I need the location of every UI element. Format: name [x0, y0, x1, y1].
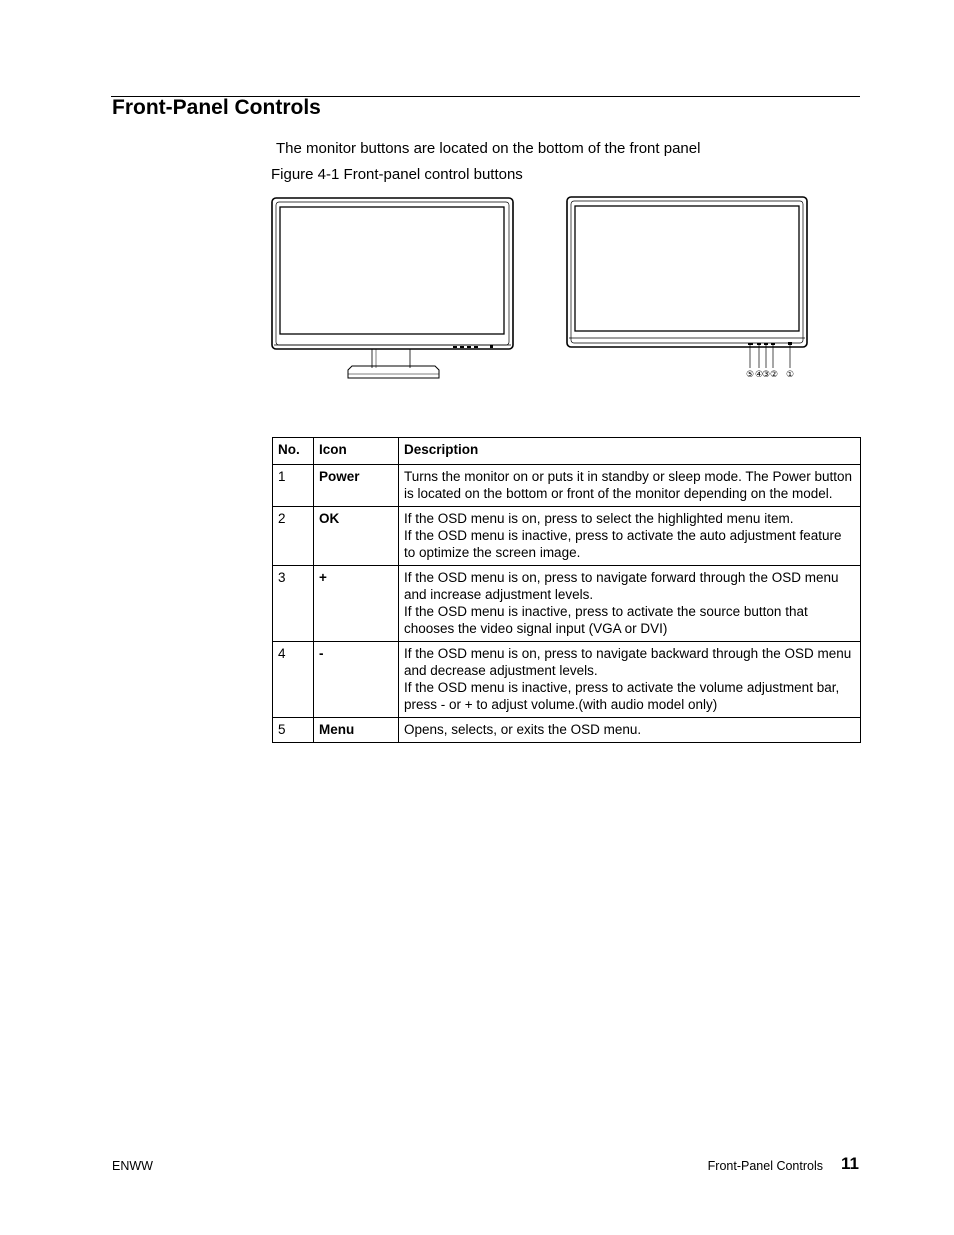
footer-doc-code: ENWW [112, 1159, 153, 1173]
table-row [273, 566, 861, 642]
page-number: 11 [841, 1154, 859, 1173]
table-row [273, 642, 861, 718]
row-number: 3 [273, 566, 314, 642]
row-icon: OK [314, 507, 399, 566]
table-header-row [273, 438, 861, 465]
header-description: Description [399, 438, 861, 465]
monitor-with-stand-illustration [272, 198, 513, 378]
row-number: 2 [273, 507, 314, 566]
description-line: If the OSD menu is inactive, press to activate the auto adjustment feature to optimize the screen image. [404, 528, 842, 560]
table-row [273, 718, 861, 743]
table-row [273, 465, 861, 507]
description-line: If the OSD menu is on, press to navigate forward through the OSD menu and increase adjustment levels. [404, 570, 839, 602]
row-description [399, 718, 861, 743]
page-title: Front-Panel Controls [112, 96, 321, 119]
row-description [399, 507, 861, 566]
table-row [273, 507, 861, 566]
header-icon: Icon [314, 438, 399, 465]
row-number: 1 [273, 465, 314, 507]
description-line: If the OSD menu is inactive, press to activate the source button that chooses the video signal input (VGA or DVI) [404, 604, 808, 636]
front-monitor-buttons [748, 342, 792, 345]
description-line: If the OSD menu is inactive, press to activate the volume adjustment bar, press - or + to adjust volume.(with audio model only) [404, 680, 840, 712]
monitor-front-illustration [567, 197, 807, 347]
intro-paragraph: The monitor buttons are located on the bottom of the front panel [276, 140, 701, 157]
row-icon: - [314, 642, 399, 718]
row-icon: Menu [314, 718, 399, 743]
row-icon: + [314, 566, 399, 642]
row-description [399, 465, 861, 507]
description-line: Opens, selects, or exits the OSD menu. [404, 722, 642, 737]
controls-table [272, 437, 861, 743]
header-no: No. [273, 438, 314, 465]
callout-2-label: ② [769, 370, 779, 380]
callout-4-label: ④ [754, 370, 764, 380]
figure-caption: Figure 4-1 Front-panel control buttons [271, 166, 523, 183]
row-number: 5 [273, 718, 314, 743]
row-icon: Power [314, 465, 399, 507]
footer-section-title: Front-Panel Controls [707, 1159, 823, 1173]
stand-monitor-buttons [453, 345, 493, 348]
description-line: If the OSD menu is on, press to select the highlighted menu item. [404, 511, 794, 526]
row-description [399, 566, 861, 642]
row-description [399, 642, 861, 718]
callout-5-label: ⑤ [745, 370, 755, 380]
callout-1-label: ① [785, 370, 795, 380]
front-panel-figure [268, 192, 813, 387]
description-line: Turns the monitor on or puts it in standby or sleep mode. The Power button is located on the bottom or front of the monitor depending on the model. [404, 469, 852, 501]
row-number: 4 [273, 642, 314, 718]
callout-3-label: ③ [761, 370, 771, 380]
description-line: If the OSD menu is on, press to navigate backward through the OSD menu and decrease adjustment levels. [404, 646, 852, 678]
